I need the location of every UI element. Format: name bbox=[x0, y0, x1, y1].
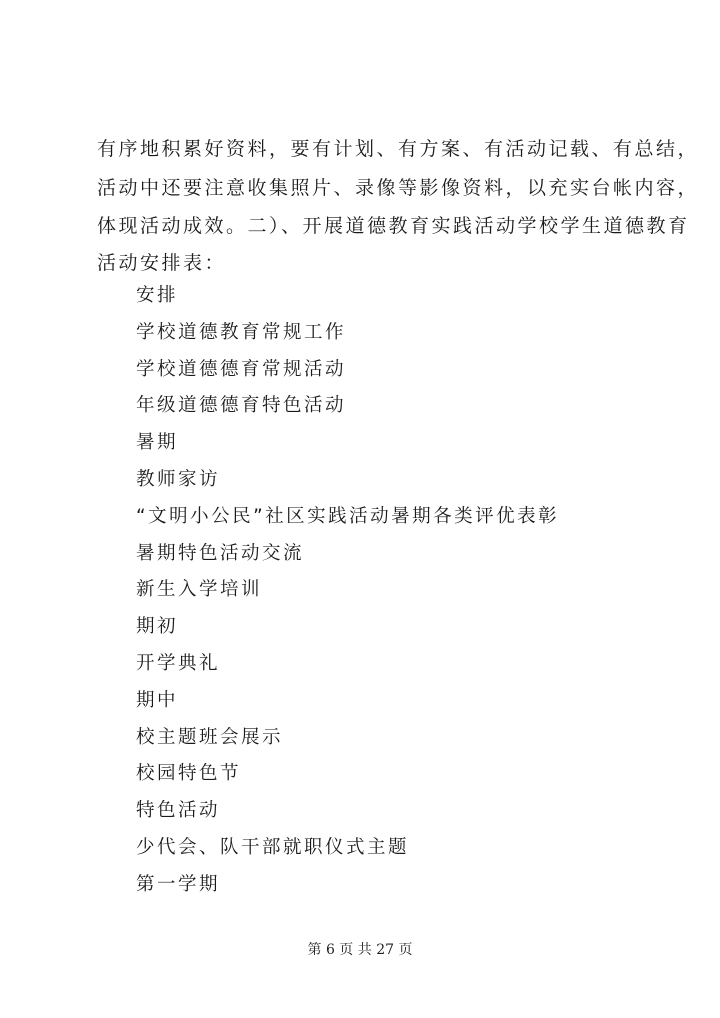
page-number-footer: 第 6 页 共 27 页 bbox=[307, 942, 413, 958]
paragraph-line-1: 有序地积累好资料，要有计划、有方案、有活动记载、有总结， bbox=[97, 138, 700, 160]
list-item: 第一学期 bbox=[136, 873, 221, 895]
list-item: 教师家访 bbox=[136, 468, 221, 490]
list-item: 安排 bbox=[136, 285, 179, 306]
list-item: 期中 bbox=[136, 689, 179, 711]
list-item: 年级道德德育特色活动 bbox=[136, 395, 347, 417]
list-item: 新生入学培训 bbox=[136, 579, 263, 601]
list-item: 学校道德教育常规工作 bbox=[136, 321, 347, 343]
list-item: 特色活动 bbox=[136, 800, 221, 822]
schedule-list bbox=[136, 284, 559, 910]
list-item: 少代会、队干部就职仪式主题 bbox=[136, 836, 410, 858]
paragraph-line-2: 活动中还要注意收集照片、录像等影像资料，以充实台帐内容， bbox=[97, 177, 700, 199]
list-item: “文明小公民”社区实践活动暑期各类评优表彰 bbox=[136, 505, 560, 527]
list-item: 暑期 bbox=[136, 432, 179, 454]
list-item: 校主题班会展示 bbox=[136, 726, 284, 748]
paragraph-line-3: 体现活动成效。二）、开展道德教育实践活动学校学生道德教育 bbox=[97, 215, 690, 237]
list-item: 学校道德德育常规活动 bbox=[136, 358, 347, 380]
list-item: 暑期特色活动交流 bbox=[136, 542, 305, 564]
paragraph-line-4: 活动安排表： bbox=[97, 252, 227, 274]
list-item: 期初 bbox=[136, 616, 179, 638]
list-item: 校园特色节 bbox=[136, 763, 242, 785]
list-item: 开学典礼 bbox=[136, 652, 221, 674]
